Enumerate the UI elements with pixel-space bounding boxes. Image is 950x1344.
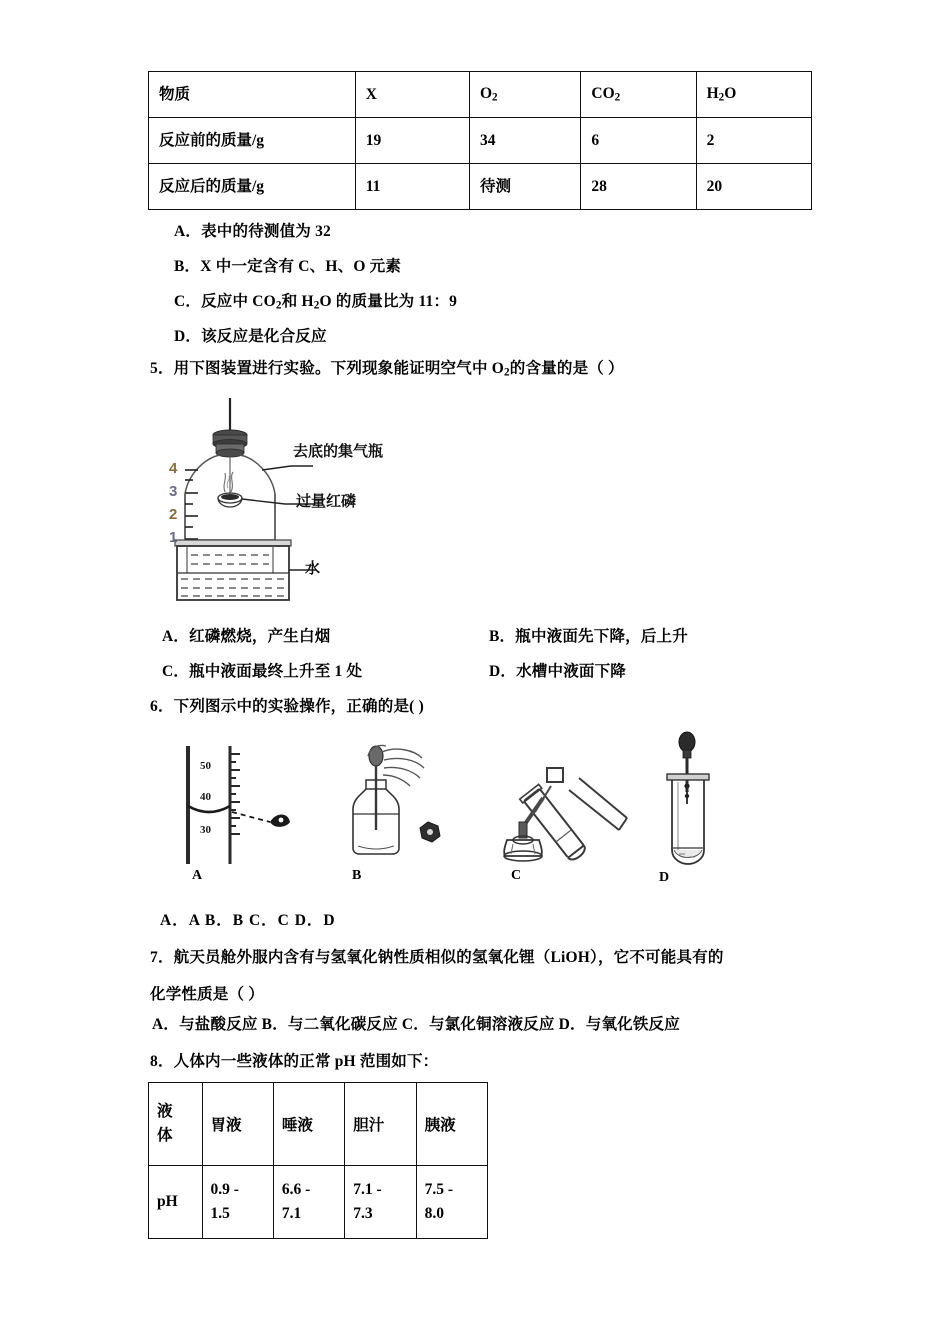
cell-ph-header: pH (149, 1166, 203, 1239)
table-row (149, 118, 812, 164)
co2-sub: 2 (614, 91, 621, 104)
cell-h2o-header (696, 72, 811, 118)
cell-after-h2o: 20 (696, 164, 811, 210)
figure-6c-caption: C (511, 868, 522, 883)
q5-option-d: D．水槽中液面下降 (489, 663, 626, 680)
figure-6a-graduated-cylinder (178, 742, 328, 892)
q5-option-a: A．红磷燃烧，产生白烟 (162, 628, 331, 645)
scale-mark-3: 3 (169, 483, 178, 500)
q5-option-c: C．瓶中液面最终上升至 1 处 (162, 663, 363, 680)
table-row (149, 164, 812, 210)
ph-pancreatic-low: 7.5 - (424, 1180, 454, 1198)
cell-co2-header (581, 72, 696, 118)
q4-c-sub2: 2 (313, 299, 320, 312)
figure-6d-dropper-test-tube (645, 730, 775, 890)
q8-stem: 8．人体内一些液体的正常 pH 范围如下： (150, 1053, 439, 1070)
q4-option-a: A．表中的待测值为 32 (174, 223, 331, 240)
q5-option-b: B．瓶中液面先下降，后上升 (489, 628, 688, 645)
svg-text:40: 40 (200, 791, 211, 803)
q4-option-c (174, 289, 457, 311)
dropper-test-tube-svg (645, 730, 775, 875)
cell-substance-header: 物质 (149, 72, 356, 118)
q4-c-sub1: 2 (275, 299, 282, 312)
h2o-h: H (706, 84, 719, 102)
label-bottomless-gas-bottle: 去底的集气瓶 (293, 443, 384, 460)
q4-option-b: B．X 中一定含有 C、H、O 元素 (174, 258, 402, 275)
q4-c-mid: 和 H (281, 293, 314, 310)
svg-text:50: 50 (200, 760, 211, 772)
h2o-sub: 2 (718, 91, 725, 104)
q7-stem-line1: 7．航天员舱外服内含有与氢氧化钠性质相似的氢氧化锂（LiOH），它不可能具有的 (150, 949, 724, 966)
q7-stem-line2: 化学性质是（ ） (150, 986, 264, 1003)
cell-before-o2: 34 (469, 118, 580, 164)
cell-gastric-juice: 胃液 (202, 1083, 273, 1166)
o2-sub: 2 (492, 91, 498, 104)
table-row (149, 1166, 488, 1239)
graduated-cylinder-svg (178, 742, 328, 872)
cell-after-label: 反应后的质量/g (149, 164, 356, 210)
cell-before-h2o: 2 (696, 118, 811, 164)
cell-before-label: 反应前的质量/g (149, 118, 356, 164)
h2o-o: O (724, 84, 737, 102)
alcohol-lamp-svg (495, 742, 655, 872)
cell-ph-pancreatic (416, 1166, 487, 1239)
figure-6a-caption: A (192, 868, 203, 883)
q4-c-suffix: O 的质量比为 11：9 (319, 293, 458, 310)
cell-x-header: X (355, 72, 469, 118)
dropper-bottle-svg (340, 742, 490, 872)
body-fluid-ph-table (148, 1082, 488, 1239)
liquid-header-char1: 液 (157, 1102, 173, 1120)
cell-after-x: 11 (355, 164, 469, 210)
q5-stem-prefix: 5．用下图装置进行实验。下列现象能证明空气中 O (150, 360, 504, 377)
figure-6b-caption: B (352, 868, 362, 883)
q5-stem (150, 356, 624, 378)
scale-mark-2: 2 (169, 506, 178, 523)
cell-saliva: 唾液 (273, 1083, 344, 1166)
cell-ph-gastric (202, 1166, 273, 1239)
table-row (149, 72, 812, 118)
cell-o2-header (469, 72, 580, 118)
table-row (149, 1083, 488, 1166)
o2-main: O (479, 84, 493, 102)
ph-gastric-high: 1.5 (210, 1205, 230, 1222)
cell-ph-saliva (273, 1166, 344, 1239)
figure-6b-dropper-in-bottle (340, 742, 490, 892)
ph-saliva-high: 7.1 (281, 1205, 302, 1222)
cell-after-co2: 28 (581, 164, 696, 210)
q4-c-prefix: C．反应中 CO (174, 293, 276, 310)
liquid-header-char2: 体 (157, 1127, 173, 1144)
cell-ph-bile (345, 1166, 416, 1239)
reaction-mass-table (148, 71, 812, 210)
scale-mark-4: 4 (169, 460, 178, 477)
figure-6c-heating-test-tube (495, 742, 655, 892)
svg-text:30: 30 (200, 824, 211, 836)
cell-before-co2: 6 (581, 118, 696, 164)
q7-options: A．与盐酸反应 B．与二氧化碳反应 C．与氯化铜溶液反应 D．与氧化铁反应 (152, 1016, 680, 1033)
ph-pancreatic-high: 8.0 (424, 1205, 444, 1222)
q6-answer-line: A．A B．B C．C D．D (160, 912, 336, 929)
cell-bile: 胆汁 (345, 1083, 416, 1166)
ph-bile-low: 7.1 - (353, 1180, 382, 1198)
cell-pancreatic-juice: 胰液 (416, 1083, 487, 1166)
label-water: 水 (305, 560, 321, 577)
ph-gastric-low: 0.9 - (210, 1180, 239, 1198)
scale-mark-1: 1 (169, 529, 178, 546)
q6-stem: 6．下列图示中的实验操作，正确的是( ) (150, 698, 424, 715)
figure-oxygen-content-apparatus (165, 398, 445, 603)
q5-stem-sub: 2 (503, 366, 510, 379)
label-excess-red-phosphorus: 过量红磷 (296, 493, 357, 510)
q4-option-d: D．该反应是化合反应 (174, 328, 327, 345)
co2-main: CO (591, 84, 615, 102)
cell-after-o2: 待测 (469, 164, 580, 210)
figure-6d-caption: D (659, 870, 670, 885)
ph-saliva-low: 6.6 - (281, 1180, 311, 1198)
q5-stem-suffix: 的含量的是（ ） (509, 360, 624, 377)
cell-liquid-header (149, 1083, 203, 1166)
ph-bile-high: 7.3 (353, 1205, 373, 1222)
cell-before-x: 19 (355, 118, 469, 164)
